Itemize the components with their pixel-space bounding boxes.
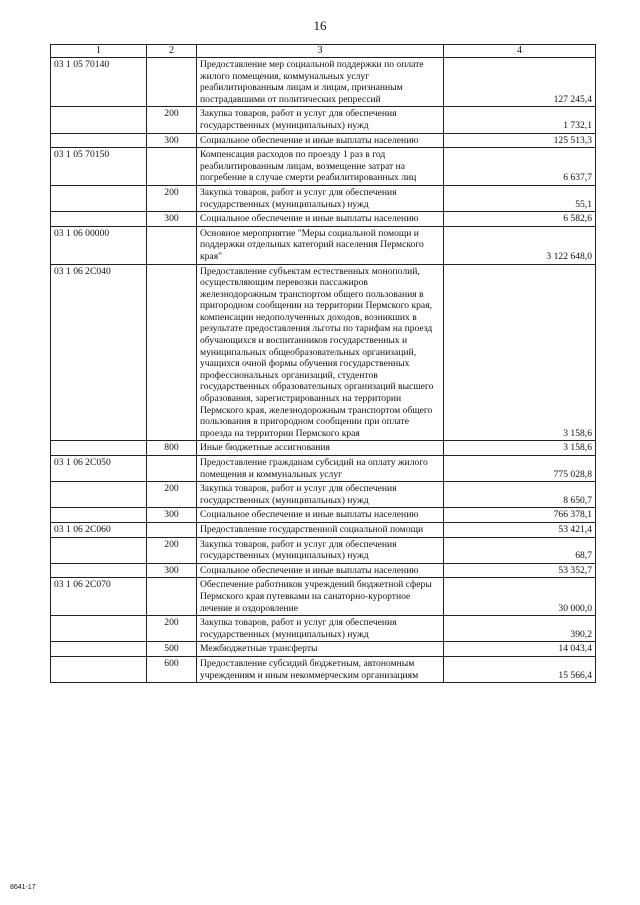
table-row	[51, 226, 596, 264]
row-name: Социальное обеспечение и иные выплаты населению	[197, 563, 444, 578]
table-row	[51, 563, 596, 578]
row-expense-type: 600	[147, 656, 197, 682]
row-code	[51, 185, 147, 211]
row-amount: 6 637,7	[444, 148, 596, 186]
row-expense-type: 500	[147, 642, 197, 657]
row-name: Предоставление субъектам естественных монополий, осуществляющим перевозки пассажиров железнодорожным транспортом общего пользования в пригородном сообщении на территории Пермского края, компенсации недополученных доходов, возникших в результате предоставления льготы по тарифам на проезд обучающихся и воспитанников государственных и муниципальных общеобразовательных организаций, учащихся очной формы обучения государственных профессиональных организаций, студентов государственных образовательных организаций высшего образования, зарегистрированных на территории Пермского края, железнодорожным транспортом общего пользования в пригородном сообщении при оплате проезда на территории Пермского края	[197, 264, 444, 441]
row-amount: 766 378,1	[444, 508, 596, 523]
row-name: Закупка товаров, работ и услуг для обеспечения государственных (муниципальных) нужд	[197, 616, 444, 642]
row-code	[51, 133, 147, 148]
row-name: Закупка товаров, работ и услуг для обеспечения государственных (муниципальных) нужд	[197, 537, 444, 563]
row-amount: 3 122 648,0	[444, 226, 596, 264]
row-name: Обеспечение работников учреждений бюджетной сферы Пермского края путевками на санаторно-курортное лечение и оздоровление	[197, 578, 444, 616]
row-name: Закупка товаров, работ и услуг для обеспечения государственных (муниципальных) нужд	[197, 482, 444, 508]
row-amount: 14 043,4	[444, 642, 596, 657]
row-code: 03 1 06 2С070	[51, 578, 147, 616]
row-name: Предоставление мер социальной поддержки по оплате жилого помещения, коммунальных услуг реабилитированным лицам и лицам, признанным пострадавшими от политических репрессий	[197, 58, 444, 107]
table-row	[51, 642, 596, 657]
row-code	[51, 482, 147, 508]
table-row	[51, 441, 596, 456]
row-expense-type: 200	[147, 185, 197, 211]
row-code	[51, 563, 147, 578]
row-name: Предоставление гражданам субсидий на оплату жилого помещения и коммунальных услуг	[197, 456, 444, 482]
row-amount: 55,1	[444, 185, 596, 211]
row-code	[51, 642, 147, 657]
header-col-1: 1	[51, 45, 147, 58]
row-code	[51, 616, 147, 642]
row-expense-type	[147, 148, 197, 186]
row-name: Предоставление государственной социальной помощи	[197, 522, 444, 537]
table-row	[51, 58, 596, 107]
row-code: 03 1 06 2С040	[51, 264, 147, 441]
row-amount: 68,7	[444, 537, 596, 563]
header-col-2: 2	[147, 45, 197, 58]
table-row	[51, 616, 596, 642]
page-number: 16	[313, 18, 327, 33]
row-amount: 8 650,7	[444, 482, 596, 508]
row-amount: 6 582,6	[444, 212, 596, 227]
table-row	[51, 185, 596, 211]
budget-table	[50, 44, 596, 683]
row-amount: 125 513,3	[444, 133, 596, 148]
row-expense-type: 200	[147, 107, 197, 133]
row-code: 03 1 06 2С050	[51, 456, 147, 482]
row-expense-type: 200	[147, 482, 197, 508]
table-row	[51, 508, 596, 523]
row-code: 03 1 05 70150	[51, 148, 147, 186]
row-expense-type: 200	[147, 537, 197, 563]
row-name: Предоставление субсидий бюджетным, автономным учреждениям и иным некоммерческим организациям	[197, 656, 444, 682]
table-row	[51, 537, 596, 563]
row-name: Социальное обеспечение и иные выплаты населению	[197, 133, 444, 148]
row-amount: 3 158,6	[444, 264, 596, 441]
row-amount: 775 028,8	[444, 456, 596, 482]
row-name: Иные бюджетные ассигнования	[197, 441, 444, 456]
row-code	[51, 656, 147, 682]
row-amount: 3 158,6	[444, 441, 596, 456]
row-expense-type: 300	[147, 563, 197, 578]
table-row	[51, 656, 596, 682]
row-amount: 30 000,0	[444, 578, 596, 616]
row-code	[51, 508, 147, 523]
row-code	[51, 441, 147, 456]
row-code	[51, 212, 147, 227]
row-expense-type: 300	[147, 508, 197, 523]
table-row	[51, 482, 596, 508]
row-amount: 15 566,4	[444, 656, 596, 682]
header-col-4: 4	[444, 45, 596, 58]
table-row	[51, 148, 596, 186]
row-amount: 1 732,1	[444, 107, 596, 133]
table-row	[51, 522, 596, 537]
row-name: Закупка товаров, работ и услуг для обеспечения государственных (муниципальных) нужд	[197, 185, 444, 211]
row-expense-type	[147, 226, 197, 264]
row-name: Закупка товаров, работ и услуг для обеспечения государственных (муниципальных) нужд	[197, 107, 444, 133]
row-amount: 53 421,4	[444, 522, 596, 537]
row-expense-type	[147, 264, 197, 441]
row-expense-type: 300	[147, 133, 197, 148]
row-amount: 127 245,4	[444, 58, 596, 107]
row-code: 03 1 05 70140	[51, 58, 147, 107]
row-code	[51, 537, 147, 563]
table-row	[51, 264, 596, 441]
row-amount: 390,2	[444, 616, 596, 642]
row-code: 03 1 06 00000	[51, 226, 147, 264]
row-expense-type: 800	[147, 441, 197, 456]
table-row	[51, 133, 596, 148]
row-expense-type	[147, 456, 197, 482]
document-code: 8641-17	[10, 884, 36, 891]
row-expense-type	[147, 522, 197, 537]
row-name: Социальное обеспечение и иные выплаты населению	[197, 508, 444, 523]
row-expense-type: 200	[147, 616, 197, 642]
row-name: Компенсация расходов по проезду 1 раз в год реабилитированным лицам, возмещение затрат на погребение в случае смерти реабилитированных лиц	[197, 148, 444, 186]
header-col-3: 3	[197, 45, 444, 58]
row-code	[51, 107, 147, 133]
row-name: Основное мероприятие "Меры социальной помощи и поддержки отдельных категорий населения Пермского края"	[197, 226, 444, 264]
row-expense-type: 300	[147, 212, 197, 227]
row-expense-type	[147, 58, 197, 107]
table-row	[51, 107, 596, 133]
header-row	[51, 45, 596, 58]
row-expense-type	[147, 578, 197, 616]
row-code: 03 1 06 2С060	[51, 522, 147, 537]
row-amount: 53 352,7	[444, 563, 596, 578]
table-row	[51, 578, 596, 616]
row-name: Межбюджетные трансферты	[197, 642, 444, 657]
table-row	[51, 456, 596, 482]
row-name: Социальное обеспечение и иные выплаты населению	[197, 212, 444, 227]
table-row	[51, 212, 596, 227]
